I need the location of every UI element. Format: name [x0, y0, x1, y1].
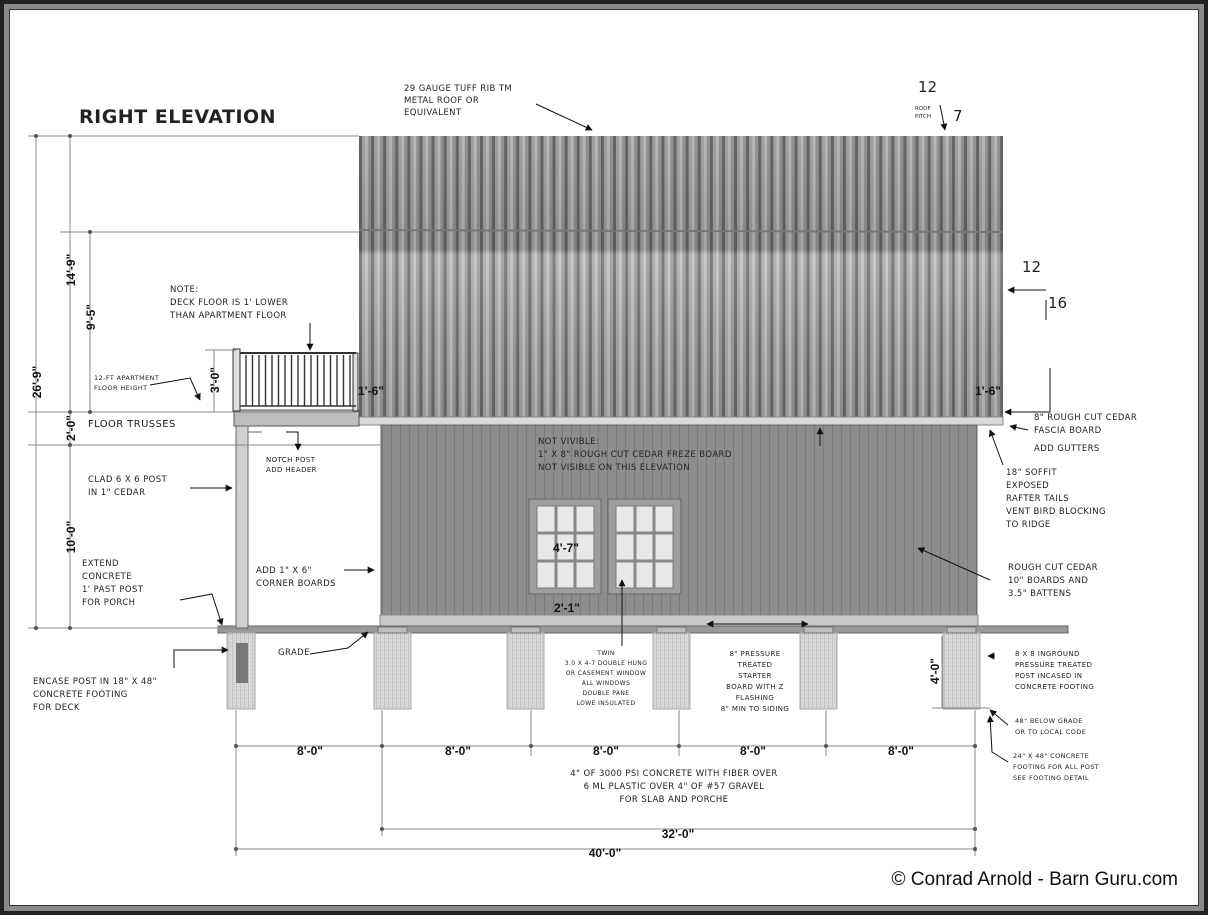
dim-footing-depth: 4'-0" — [928, 658, 942, 684]
note-line: 18" SOFFIT — [1006, 468, 1057, 478]
note-line: VENT BIRD BLOCKING — [1006, 507, 1107, 517]
pitch-rise: 7 — [953, 107, 963, 125]
note-line: CORNER BOARDS — [256, 579, 336, 589]
footing-post — [943, 633, 980, 709]
footing-post — [653, 633, 690, 709]
footing-post — [507, 633, 544, 709]
note-line: 3.5" BATTENS — [1008, 589, 1072, 599]
drawing-title: RIGHT ELEVATION — [79, 106, 277, 128]
copyright-notice: © Conrad Arnold - Barn Guru.com — [891, 869, 1178, 890]
gutters-label: ADD GUTTERS — [1034, 444, 1100, 454]
dim-window-width: 2'-1" — [554, 601, 580, 615]
note-line: 8" ROUGH CUT CEDAR — [1034, 413, 1138, 423]
pitch-run: 12 — [1022, 258, 1042, 276]
dim-bay-2: 8'-0" — [445, 744, 471, 758]
note-line: ENCASE POST IN 18" X 48" — [33, 677, 157, 687]
note-line: FOOTING FOR ALL POST — [1013, 763, 1100, 771]
notch-post-note — [266, 456, 317, 474]
dim-overhang-left: 1'-6" — [358, 384, 384, 398]
note-line: ADD 1" X 6" — [256, 566, 312, 576]
note-line: 8 X 8 INGROUND — [1015, 650, 1080, 658]
footing-post — [374, 633, 411, 709]
extend-concrete-note — [82, 559, 144, 608]
note-line: 10" BOARDS AND — [1008, 576, 1089, 586]
note-line: 24" X 48" CONCRETE — [1013, 752, 1090, 760]
dim-bay-1: 8'-0" — [297, 744, 323, 758]
note-line: DOUBLE PANE — [582, 690, 630, 697]
dim-wall: 10'-0" — [64, 520, 78, 554]
note-line: 8" MIN TO SIDING — [720, 705, 790, 713]
post-cap — [511, 627, 540, 633]
note-line: CONCRETE — [82, 572, 132, 582]
roof-pitch-right — [1022, 258, 1067, 320]
dim-total-length: 40'-0" — [588, 846, 622, 860]
note-line: 3.0 X 4-7 DOUBLE HUNG — [564, 660, 648, 667]
post-cap — [378, 627, 407, 633]
starter-board — [380, 615, 978, 627]
fascia-board — [358, 417, 1003, 425]
note-line: 1' PAST POST — [82, 585, 144, 595]
note-line: FOR SLAB AND PORCHE — [619, 795, 729, 805]
note-line: NOTE: — [170, 285, 199, 295]
note-line: POST INCASED IN — [1015, 672, 1083, 680]
post-cap — [947, 627, 976, 633]
dim-window-height: 4'-7" — [553, 541, 579, 555]
fascia-note — [1034, 413, 1137, 454]
dim-trusses: 2'-0" — [64, 415, 78, 441]
note-line: EQUIVALENT — [404, 108, 462, 118]
note-line: NOTCH POST — [266, 456, 316, 464]
note-line: ALL WINDOWS — [581, 680, 631, 687]
pitch-label: ROOF — [915, 106, 931, 112]
grade-slab — [218, 626, 1068, 633]
note-line: CONCRETE FOOTING — [33, 690, 128, 700]
footing-note — [1013, 752, 1099, 782]
dim-roof-section: 9'-5" — [84, 304, 98, 330]
apartment-floor-note — [94, 374, 159, 392]
note-line: DECK FLOOR IS 1' LOWER — [170, 298, 289, 308]
dim-total-height: 26'-9" — [30, 365, 44, 399]
roof-pitch-top — [915, 78, 963, 125]
note-line: OR TO LOCAL CODE — [1015, 728, 1087, 736]
grade-label: GRADE — [278, 648, 310, 658]
deck-post — [236, 426, 248, 628]
note-line: 8" PRESSURE — [729, 650, 781, 658]
dim-bay-3: 8'-0" — [593, 744, 619, 758]
deck-note — [169, 285, 288, 321]
siding-note — [1008, 563, 1098, 599]
note-line: IN 1" CEDAR — [88, 488, 146, 498]
note-line: FLASHING — [735, 694, 775, 702]
pitch-label: PITCH — [915, 114, 931, 120]
inground-post-note — [1015, 650, 1094, 691]
twin-window-right — [608, 499, 681, 594]
concrete-footings — [374, 627, 980, 709]
pitch-run: 12 — [918, 78, 938, 96]
pitch-rise: 16 — [1048, 294, 1068, 312]
slab-note — [570, 769, 777, 805]
encase-post-note — [33, 677, 157, 713]
note-line: ROUGH CUT CEDAR — [1008, 563, 1098, 573]
building — [218, 136, 1068, 709]
note-line: METAL ROOF OR — [404, 96, 480, 106]
note-line: STARTER — [738, 672, 772, 680]
clad-post-note — [88, 475, 167, 498]
note-line: ADD HEADER — [266, 466, 317, 474]
note-line: FOR PORCH — [82, 598, 136, 608]
dim-bay-5: 8'-0" — [888, 744, 914, 758]
note-line: 6 ML PLASTIC OVER 4" OF #57 GRAVEL — [583, 782, 765, 792]
dim-overhang-right: 1'-6" — [975, 384, 1001, 398]
note-line: THAN APARTMENT FLOOR — [170, 311, 287, 321]
note-line: CLAD 6 X 6 POST — [88, 475, 168, 485]
note-line: LOWE INSULATED — [576, 700, 636, 707]
roof-note — [404, 84, 512, 118]
window-note — [565, 650, 648, 707]
note-line: BOARD WITH Z — [726, 683, 784, 691]
note-line: FLOOR HEIGHT — [94, 384, 148, 392]
soffit-note — [1005, 468, 1106, 530]
note-line: SEE FOOTING DETAIL — [1013, 774, 1089, 782]
starter-board-note — [721, 650, 790, 713]
dim-upper-height: 14'-9" — [64, 253, 78, 287]
note-line: PRESSURE TREATED — [1015, 661, 1093, 669]
footing-post — [800, 633, 837, 709]
note-line: 29 GAUGE TUFF RIB TM — [404, 84, 513, 94]
note-line: NOT VISIBLE ON THIS ELEVATION — [538, 463, 690, 473]
note-line: TWIN — [597, 650, 615, 657]
note-line: FOR DECK — [33, 703, 80, 713]
post-cap — [804, 627, 833, 633]
below-grade-note — [1015, 717, 1086, 736]
note-line: TO RIDGE — [1006, 520, 1051, 530]
dim-bay-4: 8'-0" — [740, 744, 766, 758]
note-line: 48" BELOW GRADE — [1015, 717, 1083, 725]
note-line: EXTEND — [82, 559, 119, 569]
note-line: EXPOSED — [1006, 481, 1050, 491]
note-line: RAFTER TAILS — [1006, 494, 1070, 504]
note-line: FASCIA BOARD — [1034, 426, 1102, 436]
note-line: 4" OF 3000 PSI CONCRETE WITH FIBER OVER — [570, 769, 778, 779]
dim-railing: 3'-0" — [208, 367, 222, 393]
dim-building-length: 32'-0" — [661, 827, 695, 841]
note-line: 12-FT APARTMENT — [94, 374, 160, 382]
floor-trusses-label: FLOOR TRUSSES — [88, 419, 176, 430]
corner-boards-note — [256, 566, 336, 589]
post-cap — [657, 627, 686, 633]
note-line: CONCRETE FOOTING — [1015, 683, 1095, 691]
note-line: OR CASEMENT WINDOW — [565, 670, 647, 677]
note-line: 1" X 8" ROUGH CUT CEDAR FREZE BOARD — [538, 450, 732, 460]
note-line: TREATED — [737, 661, 773, 669]
note-line: NOT VIVIBLE: — [538, 437, 600, 447]
